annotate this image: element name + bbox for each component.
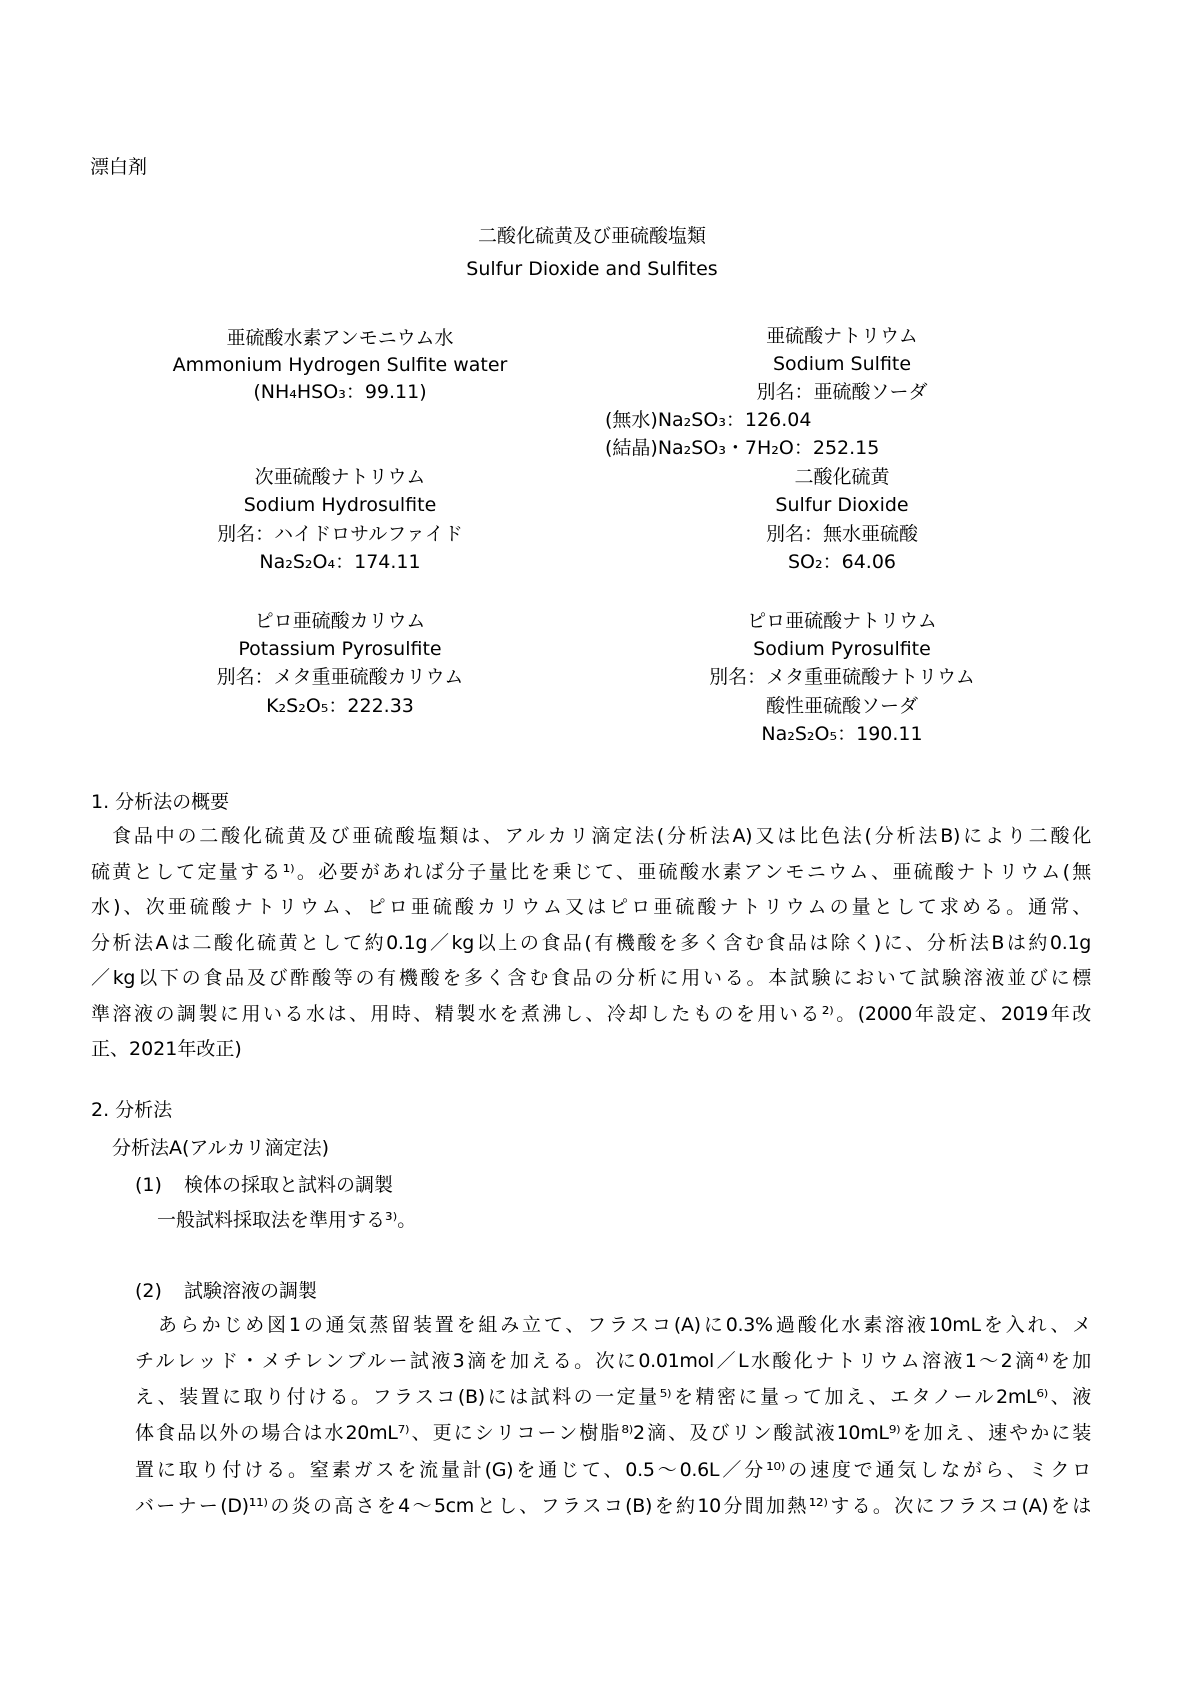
compound-right-2-line: 別名：メタ重亜硫酸ナトリウム xyxy=(709,666,975,688)
section1-paragraph-line: 分析法Aは二酸化硫黄として約0.1g／kg以上の食品(有機酸を多く含む食品は除く)に、分析法Bは約0.1g xyxy=(91,932,1091,954)
sub2-paragraph-line: バーナー(D)¹¹⁾の炎の高さを4～5cmとし、フラスコ(B)を約10分間加熱¹²⁾する。次にフラスコ(A)をは xyxy=(135,1495,1091,1517)
sodium-sulfite-anhydrous: (無水)Na₂SO₃：126.04 xyxy=(605,409,812,431)
section1-paragraph-line: 食品中の二酸化硫黄及び亜硫酸塩類は、アルカリ滴定法(分析法A)又は比色法(分析法B)により二酸化 xyxy=(112,825,1091,847)
compound-left-1-line: Sodium Hydrosulfite xyxy=(243,494,437,516)
title-english: Sulfur Dioxide and Sulfites xyxy=(466,258,718,280)
sub2-heading: 試験溶液の調製 xyxy=(184,1280,318,1302)
sub1-text: 一般試料採取法を準用する³⁾。 xyxy=(157,1209,417,1231)
method-a-heading: 分析法A(アルカリ滴定法) xyxy=(112,1137,330,1159)
section1-paragraph-line: 正、2021年改正) xyxy=(91,1038,242,1060)
section2-heading: 2. 分析法 xyxy=(91,1099,173,1121)
compound-left-2-line: Potassium Pyrosulfite xyxy=(238,638,442,660)
compound-left-0-line: 亜硫酸水素アンモニウム水 xyxy=(226,327,454,349)
section1-paragraph-line: 準溶液の調製に用いる水は、用時、精製水を煮沸し、冷却したものを用いる²⁾。(2000年設定、2019年改 xyxy=(91,1003,1091,1025)
section1-paragraph-line: 硫黄として定量する¹⁾。必要があれば分子量比を乗じて、亜硫酸水素アンモニウム、亜硫酸ナトリウム(無 xyxy=(91,861,1091,883)
compound-right-1-line: SO₂：64.06 xyxy=(787,551,897,573)
sub1-heading: 検体の採取と試料の調製 xyxy=(184,1174,394,1196)
sub2-paragraph-line: チルレッド・メチレンブルー試液3滴を加える。次に0.01mol／L水酸化ナトリウム溶液1～2滴⁴⁾を加 xyxy=(135,1350,1091,1372)
compound-left-1-line: 次亜硫酸ナトリウム xyxy=(254,466,426,488)
compound-left-0-line: Ammonium Hydrogen Sulfite water xyxy=(172,354,508,376)
section1-paragraph-line: ／kg以下の食品及び酢酸等の有機酸を多く含む食品の分析に用いる。本試験において試験溶液並びに標 xyxy=(91,967,1091,989)
compound-left-0-line: (NH₄HSO₃：99.11) xyxy=(253,381,427,403)
sub2-number: (2) xyxy=(135,1280,162,1302)
sub2-paragraph-line: あらかじめ図1の通気蒸留装置を組み立て、フラスコ(A)に0.3%過酸化水素溶液10mLを入れ、メ xyxy=(158,1314,1091,1336)
compound-right-1-line: 別名：無水亜硫酸 xyxy=(765,523,919,545)
compound-right-2-line: 酸性亜硫酸ソーダ xyxy=(765,695,919,717)
compound-left-2-line: K₂S₂O₅：222.33 xyxy=(266,695,414,717)
compound-left-2-line: ピロ亜硫酸カリウム xyxy=(254,610,426,632)
section1-heading: 1. 分析法の概要 xyxy=(91,791,230,813)
compound-right-2-line: Na₂S₂O₅：190.11 xyxy=(761,723,923,745)
sub2-paragraph-line: え、装置に取り付ける。フラスコ(B)には試料の一定量⁵⁾を精密に量って加え、エタノール2mL⁶⁾、液 xyxy=(135,1386,1091,1408)
sub1-number: (1) xyxy=(135,1174,162,1196)
compound-left-1-line: Na₂S₂O₄：174.11 xyxy=(259,551,421,573)
sub2-paragraph-line: 体食品以外の場合は水20mL⁷⁾、更にシリコーン樹脂⁸⁾2滴、及びリン酸試液10mL⁹⁾を加え、速やかに装 xyxy=(135,1422,1091,1444)
sodium-sulfite-crystal: (結晶)Na₂SO₃・7H₂O：252.15 xyxy=(605,437,880,459)
sub2-paragraph-line: 置に取り付ける。窒素ガスを流量計(G)を通じて、0.5～0.6L／分¹⁰⁾の速度で通気しながら、ミクロ xyxy=(135,1459,1091,1481)
section1-paragraph-line: 水)、次亜硫酸ナトリウム、ピロ亜硫酸カリウム又はピロ亜硫酸ナトリウムの量として求める。通常、 xyxy=(91,896,1091,918)
compound-right-0-line: 別名：亜硫酸ソーダ xyxy=(756,381,928,403)
compound-right-2-line: ピロ亜硫酸ナトリウム xyxy=(747,610,937,632)
compound-left-2-line: 別名：メタ重亜硫酸カリウム xyxy=(216,666,464,688)
compound-right-0-line: 亜硫酸ナトリウム xyxy=(766,325,918,347)
compound-right-1-line: Sulfur Dioxide xyxy=(775,494,909,516)
compound-right-2-line: Sodium Pyrosulfite xyxy=(753,638,931,660)
compound-right-1-line: 二酸化硫黄 xyxy=(794,466,890,488)
compound-right-0-line: Sodium Sulfite xyxy=(772,353,912,375)
title-japanese: 二酸化硫黄及び亜硫酸塩類 xyxy=(477,225,707,247)
compound-left-1-line: 別名：ハイドロサルファイド xyxy=(217,523,463,545)
category-label: 漂白剤 xyxy=(90,156,148,178)
